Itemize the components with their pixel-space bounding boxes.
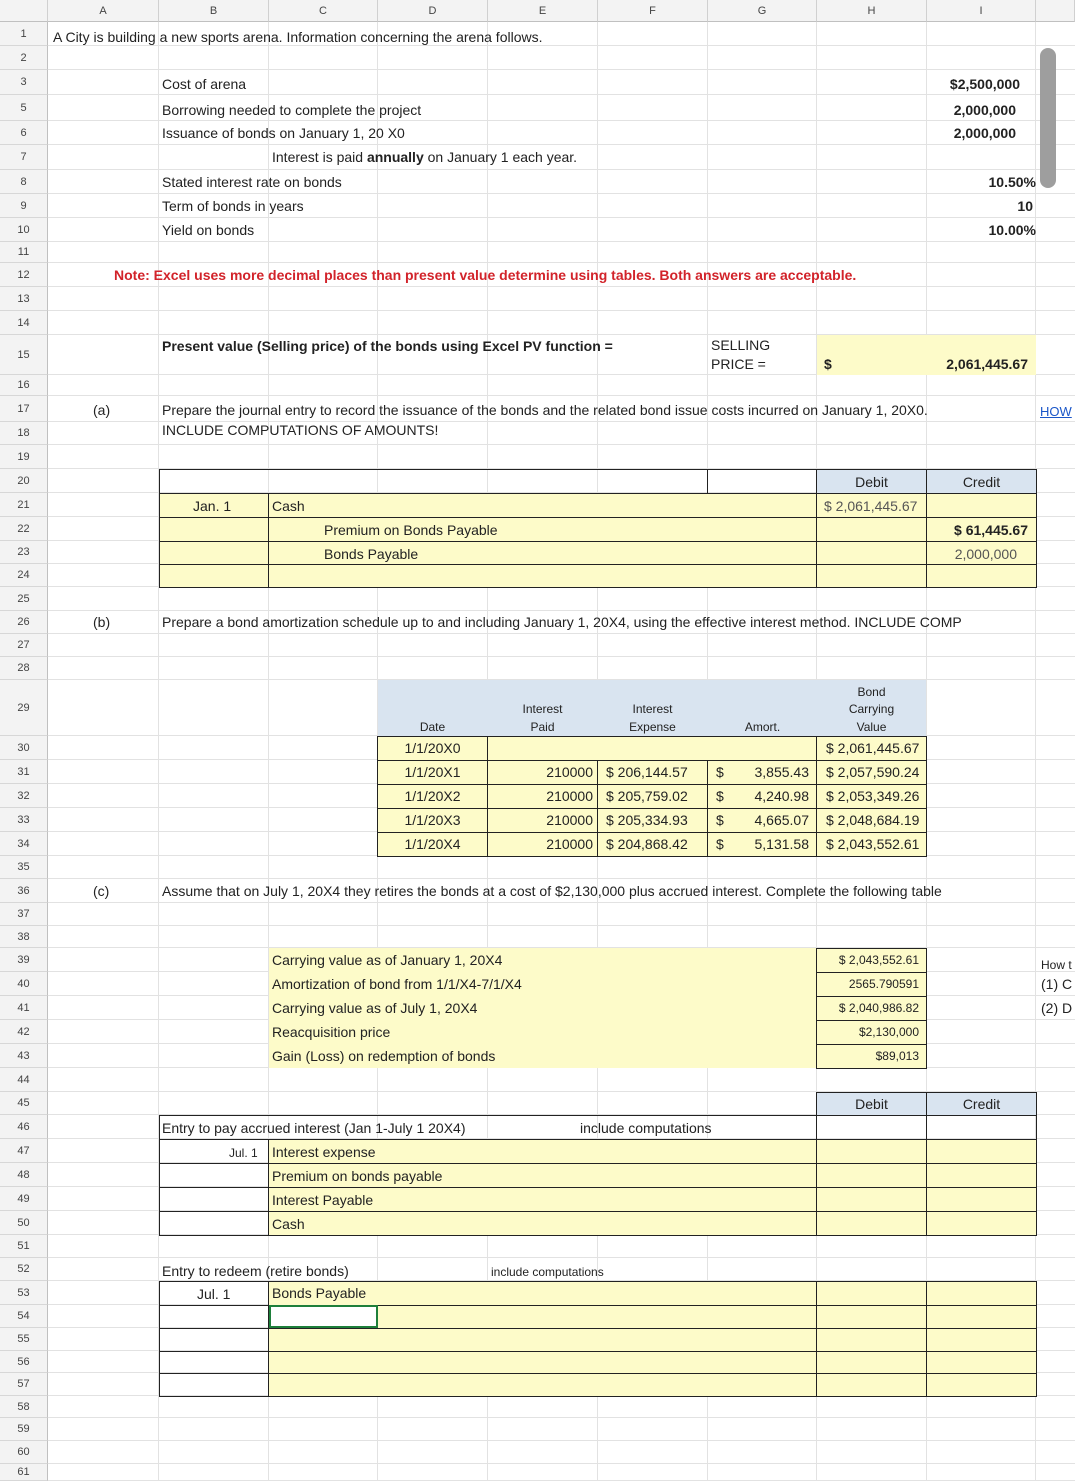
row-header[interactable]: 5 bbox=[0, 95, 48, 121]
row-header[interactable]: 31 bbox=[0, 760, 48, 784]
row-gridline bbox=[48, 120, 1075, 121]
part-c-label: Gain (Loss) on redemption of bonds bbox=[272, 1048, 496, 1064]
row-header[interactable]: 2 bbox=[0, 46, 48, 70]
row-header[interactable]: 59 bbox=[0, 1418, 48, 1441]
yield-label: Yield on bonds bbox=[162, 222, 255, 238]
row-header[interactable]: 37 bbox=[0, 903, 48, 926]
row-header[interactable]: 12 bbox=[0, 263, 48, 287]
interest-line-expense[interactable]: Interest expense bbox=[272, 1144, 376, 1160]
row-gridline bbox=[48, 241, 1075, 242]
row-header[interactable]: 33 bbox=[0, 808, 48, 832]
row-header[interactable]: 17 bbox=[0, 396, 48, 422]
row-gridline bbox=[48, 69, 1075, 70]
row-header[interactable]: 51 bbox=[0, 1235, 48, 1258]
part-a-line2: INCLUDE COMPUTATIONS OF AMOUNTS! bbox=[162, 422, 439, 438]
part-c-label: Carrying value as of January 1, 20X4 bbox=[272, 952, 503, 968]
sched-amort[interactable]: 4,240.98 bbox=[754, 788, 809, 804]
sched-header-bcv-2: Carrying bbox=[848, 702, 895, 716]
row-header[interactable]: 10 bbox=[0, 218, 48, 242]
pv-value[interactable]: 2,061,445.67 bbox=[946, 356, 1028, 372]
row-gridline bbox=[48, 656, 1075, 657]
redeem-entry-date: Jul. 1 bbox=[197, 1286, 231, 1302]
sched-date[interactable]: 1/1/20X3 bbox=[404, 812, 461, 828]
row-header[interactable]: 32 bbox=[0, 784, 48, 808]
row-gridline bbox=[48, 262, 1075, 263]
debit-header-a: Debit bbox=[855, 474, 888, 490]
part-c-value[interactable]: $ 2,043,552.61 bbox=[838, 953, 919, 967]
column-header-blank[interactable] bbox=[1036, 0, 1075, 22]
row-gridline bbox=[48, 1417, 1075, 1418]
row-gridline bbox=[48, 1257, 1075, 1258]
row-header[interactable]: 30 bbox=[0, 736, 48, 760]
sched-expense[interactable]: $ 204,868.42 bbox=[606, 836, 688, 852]
row-header[interactable]: 8 bbox=[0, 170, 48, 194]
row-gridline bbox=[48, 193, 1075, 194]
row-header[interactable]: 39 bbox=[0, 948, 48, 972]
column-header-i[interactable]: I bbox=[927, 0, 1036, 22]
pv-dollar: $ bbox=[824, 356, 832, 372]
row-header[interactable]: 41 bbox=[0, 996, 48, 1020]
sched-expense[interactable]: $ 206,144.57 bbox=[606, 764, 688, 780]
part-c-tag: (c) bbox=[93, 883, 110, 899]
vertical-scrollbar[interactable] bbox=[1040, 48, 1056, 188]
pv-label: Present value (Selling price) of the bonds using Excel PV function = bbox=[162, 338, 613, 354]
sched-header-bcv-3: Value bbox=[856, 720, 887, 734]
row-header[interactable]: 1 bbox=[0, 22, 48, 46]
journal-a-acct-bonds[interactable]: Bonds Payable bbox=[324, 546, 419, 562]
sched-header-paid-2: Paid bbox=[530, 720, 555, 734]
part-b-tag: (b) bbox=[93, 614, 111, 630]
interest-line-payable[interactable]: Interest Payable bbox=[272, 1192, 374, 1208]
row-header[interactable]: 11 bbox=[0, 242, 48, 263]
sched-header-bcv-1: Bond bbox=[857, 685, 886, 699]
row-header[interactable]: 42 bbox=[0, 1020, 48, 1044]
sched-amort-dollar[interactable]: $ bbox=[716, 836, 724, 852]
row-gridline bbox=[48, 1463, 1075, 1464]
journal-a-debit-cash[interactable]: $ 2,061,445.67 bbox=[824, 498, 918, 514]
row-header[interactable]: 58 bbox=[0, 1396, 48, 1418]
column-header-h[interactable]: H bbox=[817, 0, 927, 22]
sched-bcv[interactable]: $ 2,043,552.61 bbox=[826, 836, 920, 852]
row-header[interactable]: 6 bbox=[0, 121, 48, 145]
sched-paid[interactable]: 210000 bbox=[546, 788, 593, 804]
row-header[interactable]: 9 bbox=[0, 194, 48, 218]
cost-value[interactable]: $2,500,000 bbox=[949, 76, 1020, 92]
column-header-d[interactable]: D bbox=[378, 0, 488, 22]
column-header-c[interactable]: C bbox=[269, 0, 378, 22]
issue-value[interactable]: 2,000,000 bbox=[953, 125, 1016, 141]
sched-date[interactable]: 1/1/20X0 bbox=[404, 740, 461, 756]
part-b-text: Prepare a bond amortization schedule up to and including January 1, 20X4, using the effective interest method. INCLUDE COMP bbox=[162, 614, 962, 630]
row-header[interactable]: 23 bbox=[0, 541, 48, 564]
sched-header-exp-1: Interest bbox=[632, 702, 673, 716]
row-header[interactable]: 15 bbox=[0, 335, 48, 375]
row-header[interactable]: 43 bbox=[0, 1044, 48, 1068]
column-header-a[interactable]: A bbox=[48, 0, 159, 22]
row-header[interactable]: 19 bbox=[0, 445, 48, 469]
part-c-label: Carrying value as of July 1, 20X4 bbox=[272, 1000, 478, 1016]
row-gridline bbox=[48, 310, 1075, 311]
cost-label: Cost of arena bbox=[162, 76, 247, 92]
column-header-g[interactable]: G bbox=[708, 0, 817, 22]
sched-amort[interactable]: 3,855.43 bbox=[754, 764, 809, 780]
row-header[interactable]: 44 bbox=[0, 1068, 48, 1092]
journal-a-acct-premium[interactable]: Premium on Bonds Payable bbox=[324, 522, 498, 538]
row-header[interactable]: 38 bbox=[0, 926, 48, 948]
column-gridline bbox=[1035, 22, 1036, 1481]
interest-entry-date: Jul. 1 bbox=[229, 1146, 258, 1160]
row-gridline bbox=[48, 610, 1075, 611]
row-gridline bbox=[48, 169, 1075, 170]
intro-text: A City is building a new sports arena. Information concerning the arena follows. bbox=[53, 29, 543, 45]
journal-a-acct-cash[interactable]: Cash bbox=[272, 498, 305, 514]
sched-date[interactable]: 1/1/20X2 bbox=[404, 788, 461, 804]
sched-paid[interactable]: 210000 bbox=[546, 812, 593, 828]
row-header[interactable]: 53 bbox=[0, 1281, 48, 1305]
part-c-text: Assume that on July 1, 20X4 they retires the bonds at a cost of $2,130,000 plus accrued interest. Complete the following table bbox=[162, 883, 942, 899]
debit-header-interest: Debit bbox=[855, 1096, 888, 1112]
row-header[interactable]: 22 bbox=[0, 517, 48, 541]
sched-bcv[interactable]: $ 2,048,684.19 bbox=[826, 812, 920, 828]
row-header[interactable]: 50 bbox=[0, 1211, 48, 1235]
column-header-e[interactable]: E bbox=[488, 0, 598, 22]
sched-date[interactable]: 1/1/20X4 bbox=[404, 836, 461, 852]
sched-header-exp-2: Expense bbox=[629, 720, 676, 734]
column-header-f[interactable]: F bbox=[598, 0, 708, 22]
part-c-value[interactable]: $2,130,000 bbox=[858, 1025, 919, 1039]
corner-cell[interactable] bbox=[0, 0, 48, 22]
part-a-line1: Prepare the journal entry to record the issuance of the bonds and the related bond issue costs incurred on January 1, 20X0. bbox=[162, 402, 928, 418]
term-label: Term of bonds in years bbox=[162, 198, 304, 214]
row-header[interactable]: 27 bbox=[0, 634, 48, 657]
row-header[interactable]: 47 bbox=[0, 1139, 48, 1163]
side-text-2: (1) C bbox=[1041, 976, 1073, 992]
row-gridline bbox=[48, 1440, 1075, 1441]
row-header[interactable]: 57 bbox=[0, 1373, 48, 1396]
row-header[interactable]: 24 bbox=[0, 564, 48, 587]
column-gridline bbox=[158, 22, 159, 1481]
part-c-value[interactable]: $89,013 bbox=[875, 1049, 919, 1063]
issue-label: Issuance of bonds on January 1, 20 X0 bbox=[162, 125, 405, 141]
row-gridline bbox=[48, 633, 1075, 634]
row-gridline bbox=[48, 902, 1075, 903]
selling-label-1: SELLING bbox=[711, 337, 771, 353]
row-header[interactable]: 48 bbox=[0, 1163, 48, 1187]
interest-note: Interest is paid annually on January 1 each year. bbox=[272, 149, 578, 165]
row-header[interactable]: 21 bbox=[0, 493, 48, 517]
rate-label: Stated interest rate on bonds bbox=[162, 174, 342, 190]
row-header[interactable]: 26 bbox=[0, 611, 48, 634]
redeem-line-bonds[interactable]: Bonds Payable bbox=[272, 1285, 367, 1301]
part-c-value[interactable]: $ 2,040,986.82 bbox=[838, 1001, 919, 1015]
sched-bcv[interactable]: $ 2,053,349.26 bbox=[826, 788, 920, 804]
row-gridline bbox=[48, 878, 1075, 879]
sched-amort-dollar[interactable]: $ bbox=[716, 788, 724, 804]
row-header[interactable]: 36 bbox=[0, 879, 48, 903]
borrow-value[interactable]: 2,000,000 bbox=[953, 102, 1016, 118]
active-cell[interactable] bbox=[269, 1305, 378, 1328]
sched-expense[interactable]: $ 205,334.93 bbox=[606, 812, 688, 828]
row-header[interactable]: 54 bbox=[0, 1305, 48, 1328]
sched-date[interactable]: 1/1/20X1 bbox=[404, 764, 461, 780]
side-text-1: How t bbox=[1041, 958, 1072, 972]
row-header[interactable]: 60 bbox=[0, 1441, 48, 1464]
sched-paid[interactable]: 210000 bbox=[546, 836, 593, 852]
row-header[interactable]: 35 bbox=[0, 856, 48, 879]
row-header[interactable]: 49 bbox=[0, 1187, 48, 1211]
row-gridline bbox=[48, 286, 1075, 287]
sched-amort[interactable]: 4,665.07 bbox=[754, 812, 809, 828]
row-header[interactable]: 45 bbox=[0, 1092, 48, 1115]
row-header[interactable]: 34 bbox=[0, 832, 48, 856]
part-c-label: Reacquisition price bbox=[272, 1024, 391, 1040]
row-header[interactable]: 13 bbox=[0, 287, 48, 311]
credit-header-interest: Credit bbox=[962, 1096, 1001, 1112]
row-gridline bbox=[48, 444, 1075, 445]
row-header[interactable]: 7 bbox=[0, 145, 48, 170]
side-text-3: (2) D bbox=[1041, 1000, 1073, 1016]
row-header[interactable]: 52 bbox=[0, 1258, 48, 1281]
sched-amort-dollar[interactable]: $ bbox=[716, 764, 724, 780]
row-header[interactable]: 20 bbox=[0, 469, 48, 493]
row-header[interactable]: 55 bbox=[0, 1328, 48, 1351]
journal-a-credit-bonds[interactable]: 2,000,000 bbox=[954, 546, 1017, 562]
row-header[interactable]: 16 bbox=[0, 375, 48, 396]
row-header[interactable]: 29 bbox=[0, 680, 48, 736]
interest-line-cash[interactable]: Cash bbox=[272, 1216, 305, 1232]
sched-paid[interactable]: 210000 bbox=[546, 764, 593, 780]
rate-value[interactable]: 10.50% bbox=[988, 174, 1036, 190]
row-gridline bbox=[48, 925, 1075, 926]
sched-bcv[interactable]: $ 2,057,590.24 bbox=[826, 764, 920, 780]
row-header[interactable]: 18 bbox=[0, 422, 48, 445]
sched-amort-dollar[interactable]: $ bbox=[716, 812, 724, 828]
redeem-entry-note: include computations bbox=[491, 1265, 604, 1279]
row-header[interactable]: 46 bbox=[0, 1115, 48, 1139]
column-header-b[interactable]: B bbox=[159, 0, 269, 22]
journal-a-credit-premium[interactable]: $ 61,445.67 bbox=[954, 522, 1028, 538]
sched-header-date: Date bbox=[419, 720, 446, 734]
row-gridline bbox=[48, 144, 1075, 145]
row-header[interactable]: 61 bbox=[0, 1464, 48, 1481]
credit-header-a: Credit bbox=[962, 474, 1001, 490]
borrow-label: Borrowing needed to complete the project bbox=[162, 102, 422, 118]
row-header[interactable]: 28 bbox=[0, 657, 48, 680]
row-header[interactable]: 56 bbox=[0, 1351, 48, 1373]
interest-line-premium[interactable]: Premium on bonds payable bbox=[272, 1168, 443, 1184]
row-header[interactable]: 3 bbox=[0, 70, 48, 95]
sched-amort[interactable]: 5,131.58 bbox=[754, 836, 809, 852]
sched-header-paid-1: Interest bbox=[522, 702, 563, 716]
sched-bcv[interactable]: $ 2,061,445.67 bbox=[826, 740, 920, 756]
selling-label-2: PRICE = bbox=[711, 356, 766, 372]
interest-entry-note: include computations bbox=[580, 1120, 712, 1136]
journal-redeem-fill bbox=[269, 1281, 1036, 1396]
journal-a-date: Jan. 1 bbox=[193, 498, 232, 514]
note-text: Note: Excel uses more decimal places than present value determine using tables. Both answers are acceptable. bbox=[114, 267, 857, 283]
yield-value[interactable]: 10.00% bbox=[988, 222, 1036, 238]
sched-expense[interactable]: $ 205,759.02 bbox=[606, 788, 688, 804]
part-c-label: Amortization of bond from 1/1/X4-7/1/X4 bbox=[272, 976, 522, 992]
row-gridline bbox=[48, 217, 1075, 218]
row-header[interactable]: 14 bbox=[0, 311, 48, 335]
redeem-entry-title: Entry to redeem (retire bonds) bbox=[162, 1263, 349, 1279]
interest-entry-title: Entry to pay accrued interest (Jan 1-July 1 20X4) bbox=[162, 1120, 466, 1136]
how-link[interactable]: HOW bbox=[1040, 404, 1072, 419]
row-header[interactable]: 25 bbox=[0, 587, 48, 611]
row-gridline bbox=[48, 94, 1075, 95]
part-a-tag: (a) bbox=[93, 402, 111, 418]
row-header[interactable]: 40 bbox=[0, 972, 48, 996]
row-gridline bbox=[48, 395, 1075, 396]
part-c-value[interactable]: 2565.790591 bbox=[848, 977, 919, 991]
sched-header-amort: Amort. bbox=[744, 720, 781, 734]
term-value[interactable]: 10 bbox=[1017, 198, 1033, 214]
